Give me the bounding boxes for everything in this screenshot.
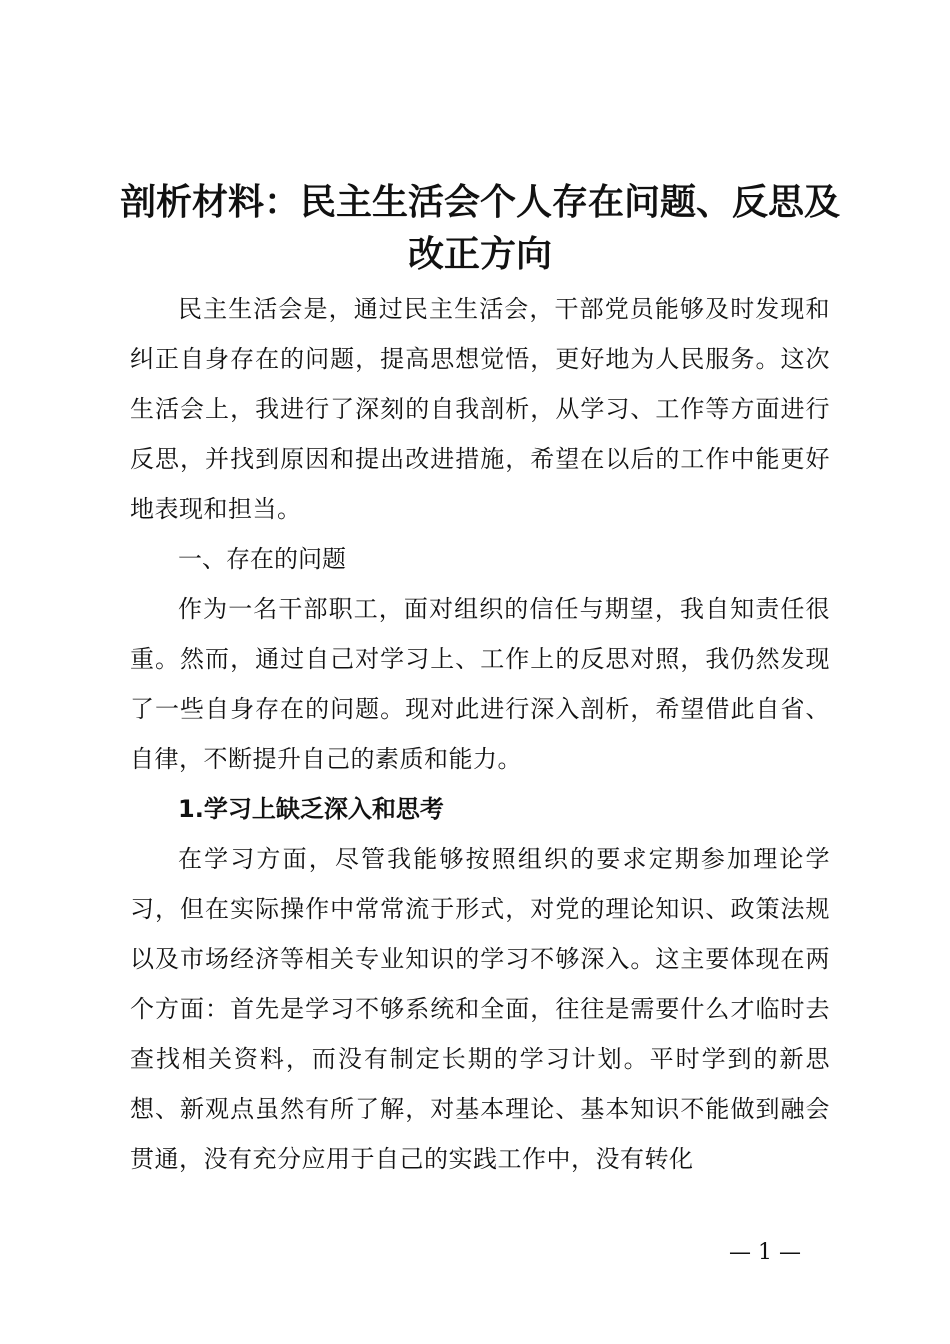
document-title — [100, 176, 860, 280]
subsection-paragraph-study: 在学习方面，尽管我能够按照组织的要求定期参加理论学习，但在实际操作中常常流于形式，对党的理论知识、政策法规以及市场经济等相关专业知识的学习不够深入。这主要体现在两个方面：首先是学习不够系统和全面，往往是需要什么才临时去查找相关资料，而没有制定长期的学习计划。平时学到的新思想、新观点虽然有所了解，对基本理论、基本知识不能做到融会贯通，没有充分应用于自己的实践工作中，没有转化 — [130, 845, 830, 1173]
title-line-2: 改正方向 — [407, 233, 552, 275]
document-body — [130, 284, 830, 1184]
subsection-heading-study: 1.学习上缺乏深入和思考 — [178, 795, 444, 823]
section-heading-problems: 一、存在的问题 — [178, 545, 346, 573]
intro-paragraph: 民主生活会是，通过民主生活会，干部党员能够及时发现和纠正自身存在的问题，提高思想觉悟，更好地为人民服务。这次生活会上，我进行了深刻的自我剖析，从学习、工作等方面进行反思，并找到原因和提出改进措施，希望在以后的工作中能更好地表现和担当。 — [130, 295, 830, 523]
section-paragraph-problems: 作为一名干部职工，面对组织的信任与期望，我自知责任很重。然而，通过自己对学习上、工作上的反思对照，我仍然发现了一些自身存在的问题。现对此进行深入剖析，希望借此自省、自律，不断提升自己的素质和能力。 — [130, 595, 830, 773]
page-number: — 1 — — [729, 1240, 801, 1265]
title-line-1: 剖析材料：民主生活会个人存在问题、反思及 — [119, 181, 840, 223]
